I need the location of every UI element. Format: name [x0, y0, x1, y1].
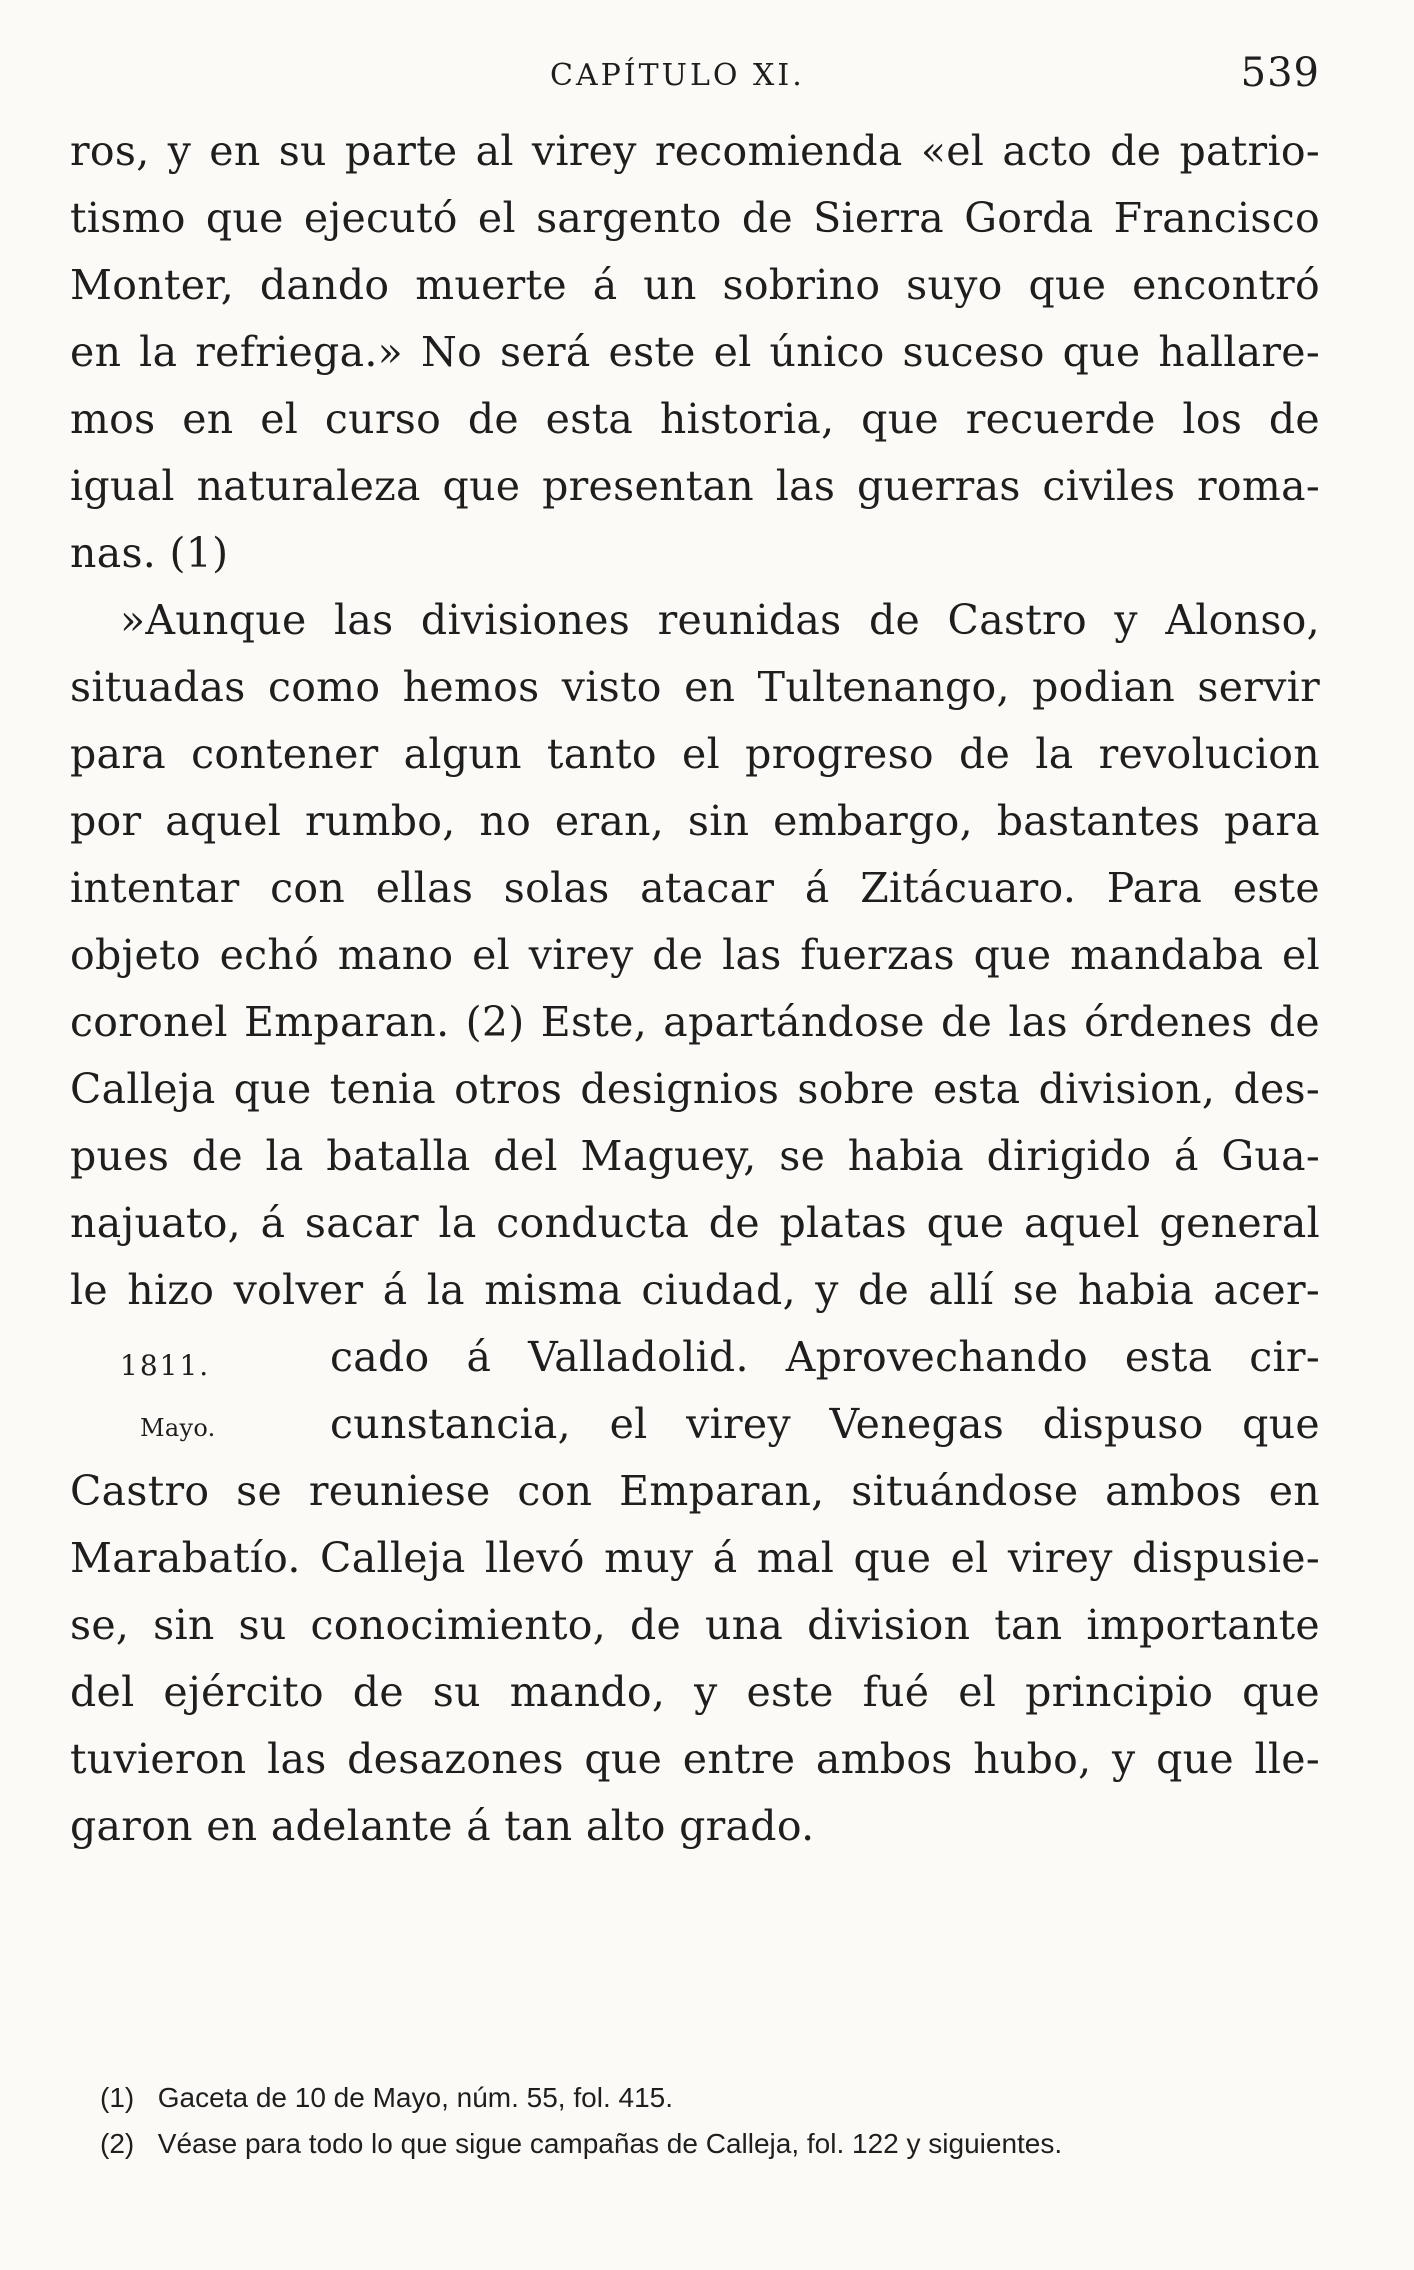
text-line: tuvieron las desazones que entre ambos hubo, y que lle-: [70, 1735, 1320, 1783]
text-line: mos en el curso de esta historia, que recuerde los de: [70, 395, 1320, 443]
body-text: [70, 118, 1320, 1860]
text-line: Monter, dando muerte á un sobrino suyo que encontró: [70, 261, 1320, 309]
text-line: en la refriega.» No será este el único suceso que hallare-: [70, 328, 1320, 376]
text-line: cado á Valladolid. Aprovechando esta cir-: [330, 1333, 1320, 1381]
text-line: situadas como hemos visto en Tultenango, podian servir: [70, 663, 1320, 711]
text-line: Calleja que tenia otros designios sobre esta division, des-: [70, 1065, 1320, 1113]
text-line: Castro se reuniese con Emparan, situándose ambos en: [70, 1467, 1320, 1515]
text-line: por aquel rumbo, no eran, sin embargo, bastantes para: [70, 797, 1320, 845]
text-line: del ejército de su mando, y este fué el principio que: [70, 1668, 1320, 1716]
text-line: Marabatío. Calleja llevó muy á mal que el virey dispusie-: [70, 1534, 1320, 1582]
text-line: garon en adelante á tan alto grado.: [70, 1802, 815, 1850]
text-line: pues de la batalla del Maguey, se habia dirigido á Gua-: [70, 1132, 1320, 1180]
text-line: se, sin su conocimiento, de una division tan importante: [70, 1601, 1320, 1649]
text-line: »Aunque las divisiones reunidas de Castro y Alonso,: [120, 596, 1320, 644]
footnotes: [100, 2075, 1320, 2167]
text-line: nas. (1): [70, 529, 229, 577]
text-line-with-margin: [70, 1324, 1320, 1391]
chapter-title: CAPÍTULO XI.: [550, 58, 805, 93]
text-line: ros, y en su parte al virey recomienda «el acto de patrio-: [70, 127, 1320, 175]
footnote-text: Véase para todo lo que sigue campañas de Calleja, fol. 122 y siguientes.: [157, 2128, 1063, 2159]
footnote-text: Gaceta de 10 de Mayo, núm. 55, fol. 415.: [157, 2082, 673, 2113]
footnote: [100, 2121, 1320, 2167]
text-line: intentar con ellas solas atacar á Zitácuaro. Para este: [70, 864, 1320, 912]
text-line: objeto echó mano el virey de las fuerzas que mandaba el: [70, 931, 1320, 979]
text-line: cunstancia, el virey Venegas dispuso que: [330, 1400, 1320, 1448]
text-line: coronel Emparan. (2) Este, apartándose de las órdenes de: [70, 998, 1320, 1046]
text-line: para contener algun tanto el progreso de la revolucion: [70, 730, 1320, 778]
page-number: 539: [1240, 50, 1320, 96]
footnote: [100, 2075, 1320, 2121]
running-head: [70, 50, 1320, 110]
text-line-with-margin: [70, 1391, 1320, 1458]
footnote-mark: (2): [100, 2128, 135, 2159]
text-line: tismo que ejecutó el sargento de Sierra Gorda Francisco: [70, 194, 1320, 242]
margin-note-year: 1811.: [120, 1349, 211, 1382]
footnote-mark: (1): [100, 2082, 135, 2113]
text-line: najuato, á sacar la conducta de platas que aquel general: [70, 1199, 1320, 1247]
text-line: igual naturaleza que presentan las guerras civiles roma-: [70, 462, 1320, 510]
margin-note-month: Mayo.: [140, 1414, 216, 1442]
text-line: le hizo volver á la misma ciudad, y de allí se habia acer-: [70, 1266, 1320, 1314]
